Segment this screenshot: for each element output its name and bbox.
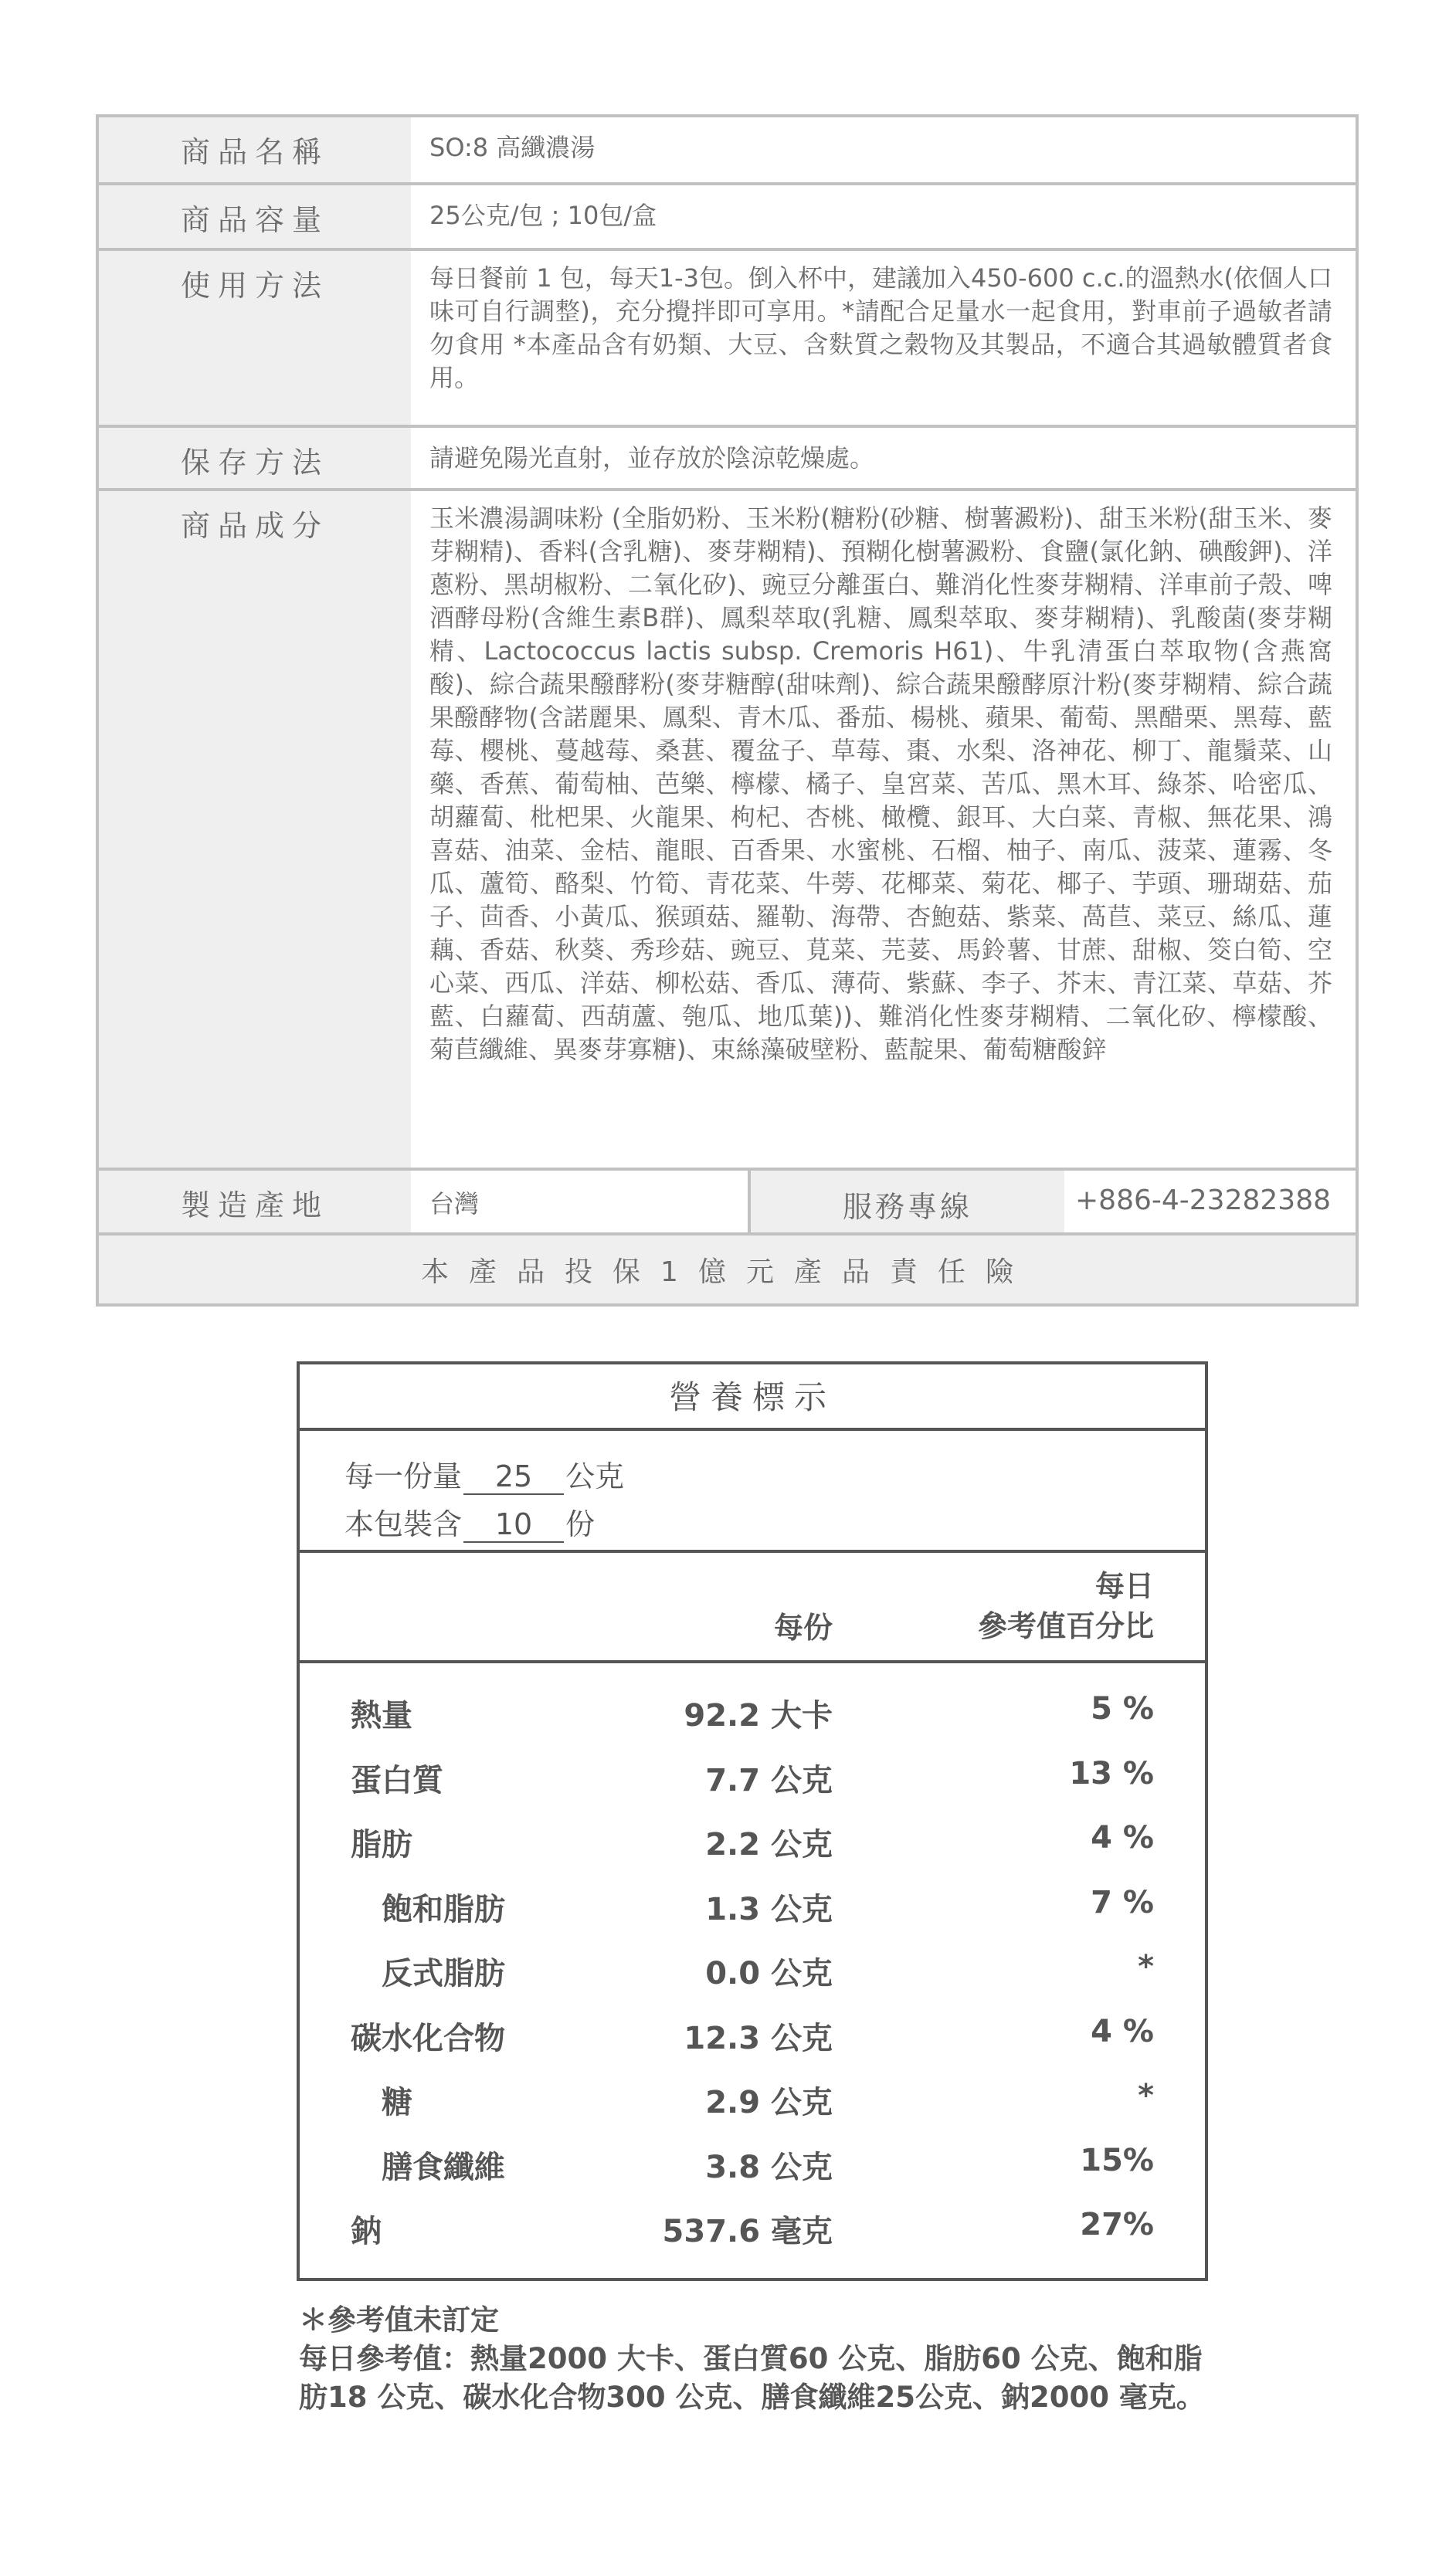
footnote-daily-reference: 每日參考值：熱量2000 大卡、蛋白質60 公克、脂肪60 公克、飽和脂肪18 公克、碳水化合物300 公克、膳食纖維25公克、鈉2000 毫克。 <box>299 2342 1205 2414</box>
nutrient-daily-pct: 4 % <box>1091 2013 1154 2049</box>
info-label: 商品容量 <box>99 185 411 248</box>
nutrient-value: 3.8 公克 <box>705 2149 833 2185</box>
hotline-label: 服務專線 <box>751 1171 1064 1232</box>
nutrient-daily-pct: 27% <box>1080 2207 1154 2242</box>
nutrient-daily-pct: 4 % <box>1091 1820 1154 1856</box>
nutrient-daily-pct: 15% <box>1080 2142 1154 2178</box>
info-row-ingredients <box>99 488 1356 1168</box>
nutrient-name: 糖 <box>382 2085 412 2120</box>
info-row-origin <box>99 1168 1356 1232</box>
nutrient-value: 92.2 大卡 <box>684 1698 833 1734</box>
nutrition-column-headers <box>300 1553 1205 1663</box>
nutrition-footnote <box>299 2301 1226 2417</box>
nutrient-value: 7.7 公克 <box>705 1762 833 1798</box>
servings-unit: 份 <box>565 1507 596 1541</box>
nutrient-daily-pct: * <box>1138 1949 1154 1985</box>
nutrient-row <box>300 2067 1205 2132</box>
footnote-not-established: ＊參考值未訂定 <box>299 2303 499 2337</box>
info-row-product-name <box>99 117 1356 182</box>
usage-value: 每日餐前 1 包，每天1-3包。倒入杯中，建議加入450-600 c.c.的溫熱水(依個人口味可自行調整)，充分攪拌即可享用。*請配合足量水一起食用，對車前子過敏者請勿食用 *本產品含有奶類、大豆、含麩質之穀物及其製品，不適合其過敏體質者食用。 <box>411 251 1356 425</box>
serving-size-line <box>344 1452 1205 1500</box>
hotline-value: +886-4-23282388 <box>1064 1171 1356 1232</box>
serving-info <box>300 1431 1205 1553</box>
nutrient-value: 2.9 公克 <box>705 2085 833 2120</box>
nutrient-row <box>300 2132 1205 2197</box>
nutrient-name: 脂肪 <box>351 1827 412 1863</box>
nutrient-row <box>300 1680 1205 1745</box>
nutrient-name: 膳食纖維 <box>382 2149 505 2185</box>
nutrition-facts-table <box>297 1361 1208 2281</box>
origin-label: 製造產地 <box>99 1171 411 1232</box>
volume-value: 25公克/包 ; 10包/盒 <box>411 185 1356 248</box>
info-label: 商品名稱 <box>99 117 411 182</box>
nutrient-row <box>300 1938 1205 2003</box>
product-name-value: SO:8 高纖濃湯 <box>411 117 1356 182</box>
nutrient-daily-pct: 5 % <box>1091 1691 1154 1727</box>
insurance-footer <box>99 1232 1356 1303</box>
nutrient-value: 0.0 公克 <box>705 1956 833 1991</box>
nutrient-row <box>300 1745 1205 1810</box>
nutrient-row <box>300 2196 1205 2261</box>
info-row-volume <box>99 182 1356 248</box>
origin-value: 台灣 <box>411 1171 751 1232</box>
daily-value-header-line1: 每日 <box>1094 1569 1154 1603</box>
servings-per-pack-line <box>344 1500 1205 1548</box>
insurance-text: 本產品投保1億元產品責任險 <box>421 1256 1033 1288</box>
nutrient-rows <box>300 1663 1205 2261</box>
nutrient-value: 2.2 公克 <box>705 1827 833 1863</box>
info-label: 商品成分 <box>99 491 411 1168</box>
nutrient-daily-pct: * <box>1138 2078 1154 2113</box>
nutrition-title: 營養標示 <box>300 1364 1205 1431</box>
daily-value-header-line2: 參考值百分比 <box>977 1609 1154 1643</box>
storage-value: 請避免陽光直射，並存放於陰涼乾燥處。 <box>411 428 1356 488</box>
serving-size-unit: 公克 <box>565 1459 625 1493</box>
ingredients-value: 玉米濃湯調味粉 (全脂奶粉、玉米粉(糖粉(砂糖、樹薯澱粉)、甜玉米粉(甜玉米、麥芽糊精)、香料(含乳糖)、麥芽糊精)、預糊化樹薯澱粉、食鹽(氯化鈉、碘酸鉀)、洋蔥粉、黑胡椒粉、二氧化矽)、豌豆分離蛋白、難消化性麥芽糊精、洋車前子殼、啤酒酵母粉(含維生素B群)、鳳梨萃取(乳糖、鳳梨萃取、麥芽糊精)、乳酸菌(麥芽糊精、Lactococcus lactis subsp. Cremoris H61)、牛乳清蛋白萃取物(含燕窩酸)、綜合蔬果醱酵粉(麥芽糖醇(甜味劑)、綜合蔬果醱酵原汁粉(麥芽糊精、綜合蔬果醱酵物(含諾麗果、鳳梨、青木瓜、番茄、楊桃、蘋果、葡萄、黑醋栗、黑莓、藍莓、櫻桃、蔓越莓、桑葚、覆盆子、草莓、棗、水梨、洛神花、柳丁、龍鬚菜、山藥、香蕉、葡萄柚、芭樂、檸檬、橘子、皇宮菜、苦瓜、黑木耳、綠茶、哈密瓜、胡蘿蔔、枇杷果、火龍果、枸杞、杏桃、橄欖、銀耳、大白菜、青椒、無花果、鴻喜菇、油菜、金桔、龍眼、百香果、水蜜桃、石榴、柚子、南瓜、菠菜、蓮霧、冬瓜、蘆筍、酪梨、竹筍、青花菜、牛蒡、花椰菜、菊花、椰子、芋頭、珊瑚菇、茄子、茴香、小黃瓜、猴頭菇、羅勒、海帶、杏鮑菇、紫菜、萵苣、菜豆、絲瓜、蓮藕、香菇、秋葵、秀珍菇、豌豆、莧菜、芫荽、馬鈴薯、甘蔗、甜椒、筊白筍、空心菜、西瓜、洋菇、柳松菇、香瓜、薄荷、紫蘇、李子、芥末、青江菜、草菇、芥藍、白蘿蔔、西葫蘆、匏瓜、地瓜葉))、難消化性麥芽糊精、二氧化矽、檸檬酸、菊苣纖維、異麥芽寡糖)、束絲藻破壁粉、藍靛果、葡萄糖酸鋅 <box>411 491 1356 1168</box>
nutrient-daily-pct: 13 % <box>1069 1755 1154 1791</box>
info-label: 保存方法 <box>99 428 411 488</box>
nutrient-name: 碳水化合物 <box>351 2020 505 2056</box>
info-row-usage <box>99 248 1356 425</box>
nutrient-row <box>300 2003 1205 2068</box>
nutrient-name: 熱量 <box>351 1698 412 1734</box>
nutrient-row <box>300 1874 1205 1939</box>
servings-value: 10 <box>463 1507 564 1543</box>
nutrient-value: 537.6 毫克 <box>662 2214 833 2249</box>
product-info-table <box>96 114 1359 1307</box>
nutrient-name: 蛋白質 <box>351 1762 443 1798</box>
nutrient-name: 鈉 <box>351 2214 382 2249</box>
servings-label: 本包裝含 <box>344 1507 463 1541</box>
nutrient-daily-pct: 7 % <box>1091 1884 1154 1920</box>
nutrient-row <box>300 1809 1205 1874</box>
nutrient-value: 1.3 公克 <box>705 1891 833 1927</box>
nutrient-name: 反式脂肪 <box>382 1956 505 1991</box>
per-serving-header: 每份 <box>773 1611 833 1645</box>
info-label: 使用方法 <box>99 251 411 425</box>
nutrient-name: 飽和脂肪 <box>382 1891 505 1927</box>
daily-value-header <box>978 1566 1154 1646</box>
serving-size-label: 每一份量 <box>344 1459 463 1493</box>
nutrient-value: 12.3 公克 <box>684 2020 833 2056</box>
info-row-storage <box>99 425 1356 488</box>
serving-size-value: 25 <box>463 1459 564 1495</box>
